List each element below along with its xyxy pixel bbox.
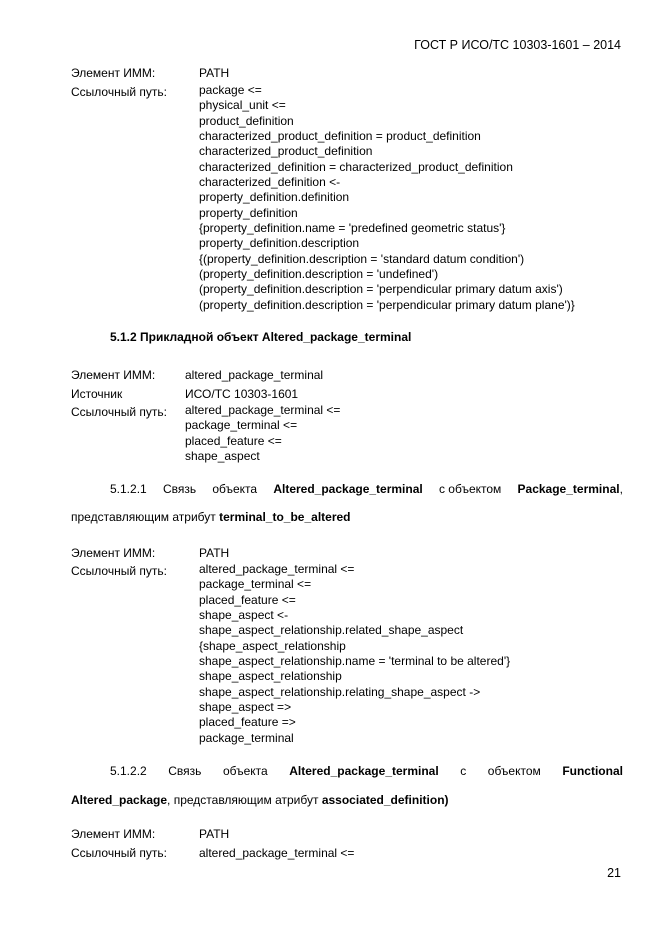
section-line-5121-cont (71, 510, 351, 524)
path-line: altered_package_terminal <= (199, 846, 355, 860)
path-line: property_definition.definition (199, 190, 350, 205)
section-line-5121 (110, 480, 623, 498)
section-line-5122-cont (71, 793, 449, 807)
word: 5.1.2.2 (110, 764, 147, 778)
path-line: (property_definition.description = 'perpendicular primary datum axis') (199, 282, 563, 297)
page-header: ГОСТ Р ИСО/ТС 10303-1601 – 2014 (414, 38, 621, 52)
attribute-name: terminal_to_be_altered (219, 510, 351, 524)
path-line: package_terminal <= (199, 577, 312, 592)
block-path-4 (71, 825, 631, 865)
element-value: PATH (199, 66, 230, 80)
text: представляющим атрибут (71, 510, 220, 524)
object-name: Altered_package_terminal (273, 482, 423, 496)
word: с объектом (438, 482, 502, 496)
path-line: physical_unit <= (199, 98, 286, 113)
path-line: placed_feature <= (185, 433, 282, 448)
path-line: (property_definition.description = 'perpendicular primary datum plane')} (199, 297, 575, 312)
path-line: shape_aspect => (199, 700, 292, 715)
path-line: {(property_definition.description = 'standard datum condition') (199, 251, 525, 266)
path-line: characterized_definition = characterized_product_definition (199, 159, 513, 174)
ref-path-label: Ссылочный путь: (71, 405, 167, 419)
word: Связь (162, 482, 197, 496)
element-label: Элемент ИММ: (71, 368, 156, 382)
page-number: 21 (607, 866, 621, 880)
path-line: shape_aspect_relationship.related_shape_aspect (199, 623, 464, 638)
path-line: placed_feature <= (199, 592, 296, 607)
punct: , (619, 482, 623, 496)
source-label: Источник (71, 387, 123, 401)
path-line: placed_feature => (199, 715, 296, 730)
ref-path-label: Ссылочный путь: (71, 846, 167, 860)
path-line: {shape_aspect_relationship (199, 638, 346, 653)
ref-path-lines (185, 403, 340, 464)
path-line: package_terminal <= (185, 418, 298, 433)
element-label: Элемент ИММ: (71, 66, 156, 80)
ref-path-lines (199, 83, 575, 313)
ref-path-lines (199, 562, 510, 746)
path-line: shape_aspect <- (199, 608, 289, 623)
word: с (460, 764, 467, 778)
object-name: Package_terminal (517, 482, 620, 496)
element-value: PATH (199, 827, 230, 841)
object-name: Altered_package (71, 793, 168, 807)
ref-path-label: Ссылочный путь: (71, 85, 167, 99)
source-value: ИСО/ТС 10303-1601 (185, 387, 299, 401)
block-path-3 (71, 544, 631, 754)
element-label: Элемент ИММ: (71, 827, 156, 841)
section-heading-512: 5.1.2 Прикладной объект Altered_package_terminal (110, 330, 412, 344)
path-line: shape_aspect_relationship.relating_shape_aspect -> (199, 684, 481, 699)
attribute-name: associated_definition) (321, 793, 449, 807)
path-line: shape_aspect_relationship (199, 669, 342, 684)
word: объектом (487, 764, 541, 778)
block-path-2 (71, 366, 631, 466)
path-line: {property_definition.name = 'predefined geometric status'} (199, 221, 506, 236)
element-label: Элемент ИММ: (71, 546, 156, 560)
path-line: shape_aspect_relationship.name = 'terminal to be altered'} (199, 654, 511, 669)
path-line: property_definition.description (199, 236, 360, 251)
object-name: Functional (562, 764, 623, 778)
path-line: shape_aspect (185, 449, 260, 464)
path-line: altered_package_terminal <= (199, 562, 355, 576)
ref-path-label: Ссылочный путь: (71, 564, 167, 578)
path-line: (property_definition.description = 'undefined') (199, 267, 439, 282)
path-line: characterized_definition <- (199, 175, 341, 190)
word: Связь (168, 764, 202, 778)
ref-path-lines (199, 846, 354, 861)
word: объекта (212, 482, 258, 496)
word: 5.1.2.1 (110, 482, 147, 496)
path-line: package <= (199, 83, 262, 97)
element-value: altered_package_terminal (185, 368, 324, 382)
word: объекта (222, 764, 268, 778)
path-line: characterized_product_definition (199, 144, 373, 159)
path-line: product_definition (199, 113, 294, 128)
block-path-1 (71, 64, 631, 324)
path-line: characterized_product_definition = product_definition (199, 129, 481, 144)
path-line: property_definition (199, 205, 298, 220)
object-name: Altered_package_terminal (289, 764, 439, 778)
path-line: package_terminal (199, 730, 294, 745)
element-value: PATH (199, 546, 230, 560)
path-line: altered_package_terminal <= (185, 403, 341, 417)
text: , представляющим атрибут (167, 793, 322, 807)
section-line-5122 (110, 762, 623, 780)
